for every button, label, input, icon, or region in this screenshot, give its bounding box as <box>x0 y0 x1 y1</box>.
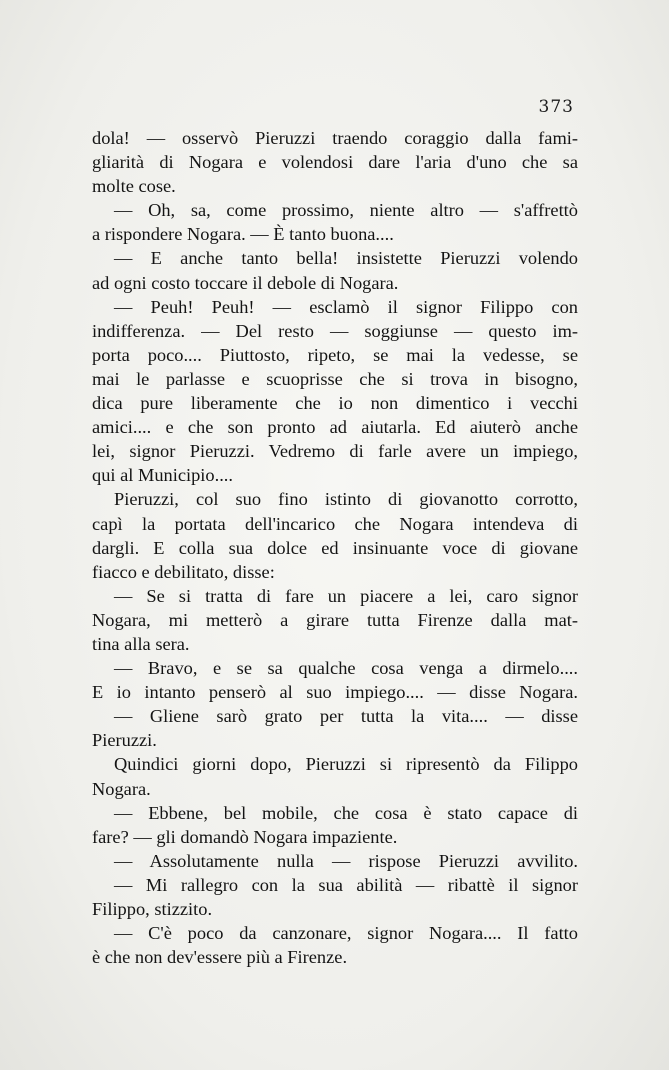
text-line: dargli. E colla sua dolce ed insinuante voce di giovane <box>92 537 578 558</box>
text-line: mai le parlasse e scuoprisse che si trova in bisogno, <box>92 368 578 389</box>
text-line: Pieruzzi. <box>92 730 157 751</box>
text-line: — Assolutamente nulla — rispose Pieruzzi avvilito. <box>114 850 578 871</box>
text-line: amici.... e che son pronto ad aiutarla. Ed aiuterò anche <box>92 417 578 438</box>
text-line: lei, signor Pieruzzi. Vedremo di farle avere un impiego, <box>92 441 578 462</box>
text-line: dica pure liberamente che io non dimentico i vecchi <box>92 393 578 414</box>
text-line: Nogara, mi metterò a girare tutta Firenze dalla mat- <box>92 609 578 630</box>
text-line: fare? — gli domandò Nogara impaziente. <box>92 826 398 847</box>
text-line: Filippo, stizzito. <box>92 899 213 919</box>
text-line: a rispondere Nogara. — È tanto buona.... <box>92 224 394 245</box>
text-line: Quindici giorni dopo, Pieruzzi si ripresentò da Filippo <box>114 754 578 775</box>
body-text <box>92 126 578 969</box>
text-line: qui al Municipio.... <box>92 465 233 486</box>
text-line: dola! — osservò Pieruzzi traendo coraggio dalla fami- <box>92 128 578 148</box>
text-line: — Ebbene, bel mobile, che cosa è stato capace di <box>114 802 578 823</box>
text-line: Pieruzzi, col suo fino istinto di giovanotto corrotto, <box>114 489 578 510</box>
text-line: — Se si tratta di fare un piacere a lei, caro signor <box>114 585 578 606</box>
text-line: molte cose. <box>92 176 176 197</box>
text-line: tina alla sera. <box>92 633 190 654</box>
text-line: — Mi rallegro con la sua abilità — ribattè il signor <box>114 874 578 895</box>
text-line: — Bravo, e se sa qualche cosa venga a dirmelo.... <box>114 658 578 679</box>
text-line: — C'è poco da canzonare, signor Nogara.... Il fatto <box>114 923 578 944</box>
text-line: — Gliene sarò grato per tutta la vita.... — disse <box>114 706 578 727</box>
text-line: porta poco.... Piuttosto, ripeto, se mai la vedesse, se <box>92 344 578 365</box>
text-line: Nogara. <box>92 778 151 799</box>
text-line: — Peuh! Peuh! — esclamò il signor Filippo con <box>114 296 578 317</box>
text-line: ad ogni costo toccare il debole di Nogara. <box>92 272 399 293</box>
text-line: capì la portata dell'incarico che Nogara intendeva di <box>92 513 578 534</box>
text-line: — Oh, sa, come prossimo, niente altro — s'affrettò <box>114 200 578 221</box>
text-line: E io intanto penserò al suo impiego.... — disse Nogara. <box>92 682 578 703</box>
text-line: — E anche tanto bella! insistette Pieruzzi volendo <box>114 248 578 269</box>
text-line: indifferenza. — Del resto — soggiunse — questo im- <box>92 320 578 341</box>
page-number: 373 <box>538 97 574 117</box>
text-line: fiacco e debilitato, disse: <box>92 561 275 582</box>
text-line: è che non dev'essere più a Firenze. <box>92 947 348 968</box>
text-line: gliarità di Nogara e volendosi dare l'aria d'uno che sa <box>92 152 578 173</box>
